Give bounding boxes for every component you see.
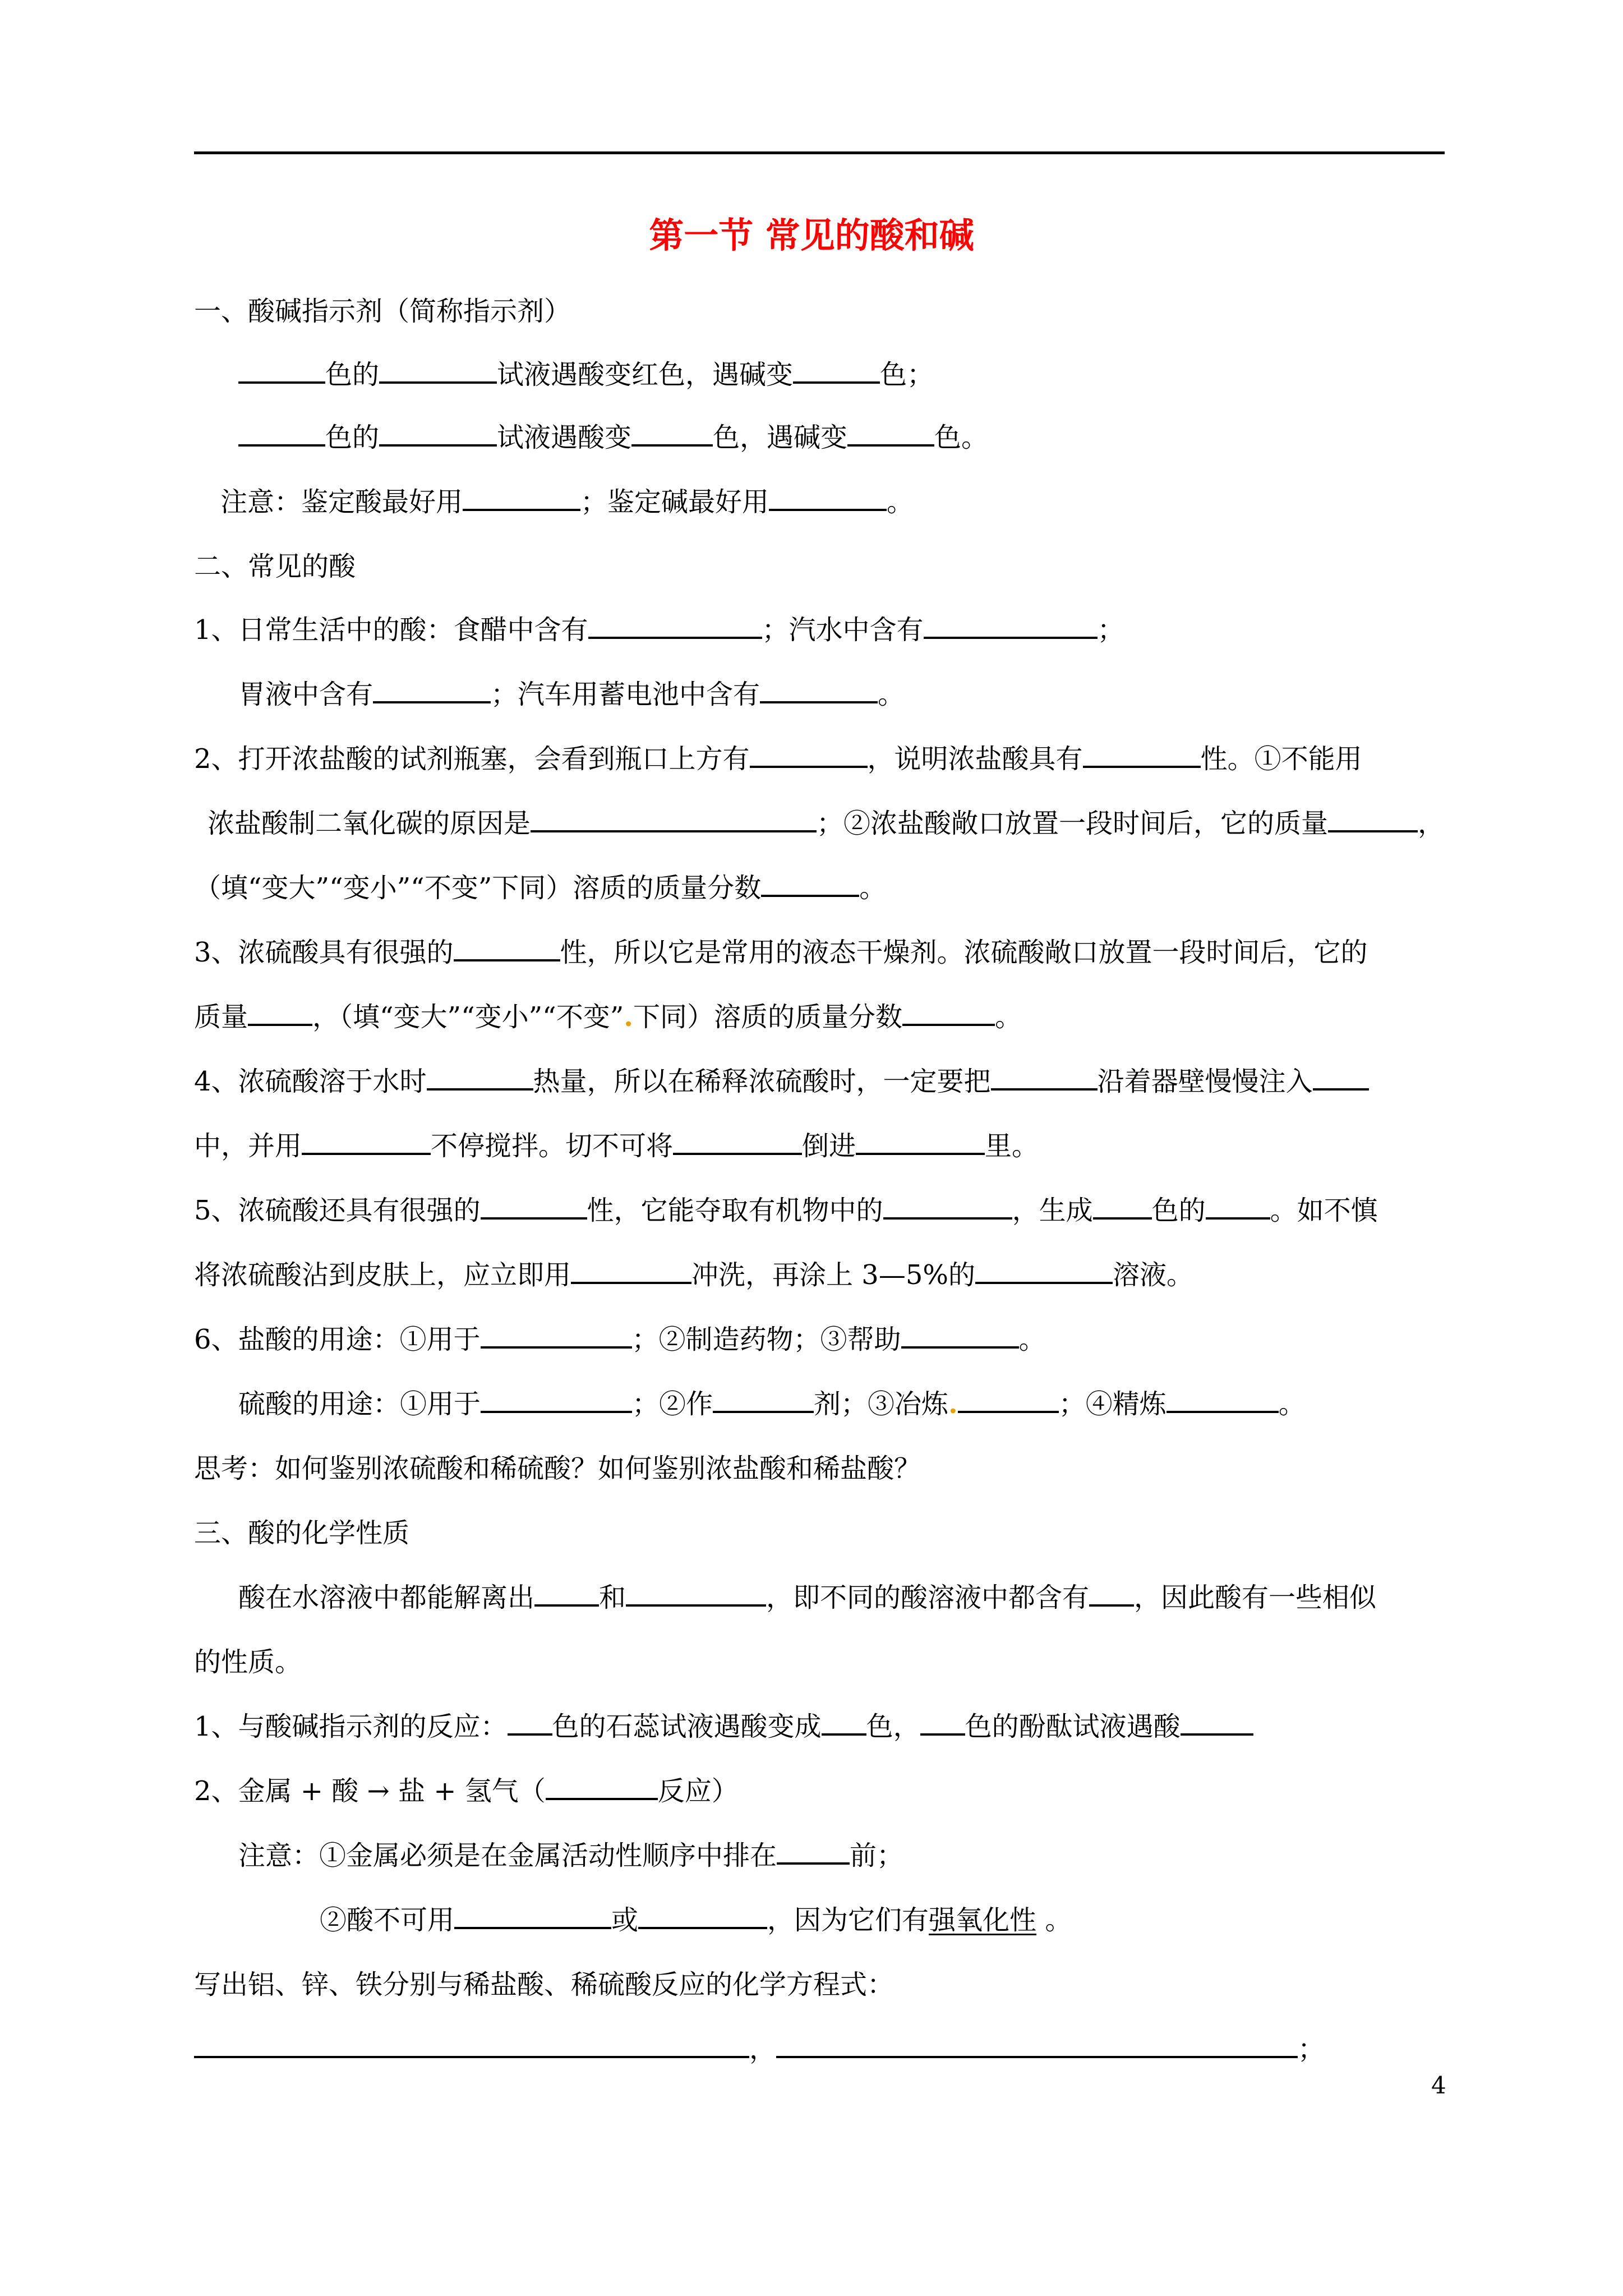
text: 酸在水溶液中都能解离出 bbox=[238, 1582, 535, 1613]
blank bbox=[975, 1257, 1113, 1284]
blank bbox=[1328, 806, 1418, 832]
item-3-line-1 bbox=[194, 933, 1368, 972]
text: 前； bbox=[850, 1840, 904, 1871]
text: ， bbox=[1418, 808, 1445, 839]
heading-common-acids bbox=[194, 547, 356, 586]
text: ，生成 bbox=[1012, 1195, 1093, 1226]
blank bbox=[481, 1193, 587, 1220]
blank bbox=[588, 612, 762, 639]
text: 性。①不能用 bbox=[1200, 743, 1362, 775]
text: 。 bbox=[995, 1001, 1022, 1033]
blank bbox=[761, 870, 859, 897]
text: 注意：①金属必须是在金属活动性顺序中排在 bbox=[238, 1840, 777, 1871]
blank bbox=[481, 1322, 632, 1349]
text: 色； bbox=[880, 359, 934, 390]
blank bbox=[991, 1064, 1098, 1091]
text: 1、日常生活中的酸：食醋中含有 bbox=[194, 614, 588, 646]
text: ，即不同的酸溶液中都含有 bbox=[766, 1582, 1090, 1613]
text: 性，它能夺取有机物中的 bbox=[587, 1195, 883, 1226]
text: 里。 bbox=[985, 1130, 1039, 1162]
blank bbox=[924, 612, 1098, 639]
indicator-note bbox=[220, 482, 914, 522]
text: 。如不慎 bbox=[1270, 1195, 1378, 1226]
text: ，因此酸有一些相似 bbox=[1134, 1582, 1377, 1613]
text: 一、酸碱指示剂（简称指示剂） bbox=[194, 296, 571, 327]
text: 。 bbox=[1036, 1904, 1072, 1936]
text: 2、金属 + 酸 → 盐 + 氢气（ bbox=[194, 1775, 546, 1807]
page-title: 第一节 常见的酸和碱 bbox=[649, 215, 974, 256]
blank bbox=[822, 1709, 866, 1736]
property-2-note-2 bbox=[320, 1901, 1072, 1940]
blank bbox=[847, 420, 934, 447]
item-3-line-2 bbox=[194, 997, 1022, 1037]
blank bbox=[750, 741, 868, 768]
item-5-line-2 bbox=[194, 1255, 1193, 1295]
blank bbox=[194, 2031, 749, 2058]
item-2-line-2 bbox=[208, 804, 1445, 843]
page-number: 4 bbox=[1431, 2072, 1446, 2099]
mark-dot: . bbox=[948, 1388, 958, 1420]
text: 。 bbox=[1018, 1324, 1046, 1355]
text: ；②浓盐酸敞口放置一段时间后，它的质量 bbox=[817, 808, 1329, 839]
item-2-line-1 bbox=[194, 739, 1362, 779]
properties-intro-line-1 bbox=[238, 1578, 1376, 1617]
text: 色的石蕊试液遇酸变成 bbox=[552, 1711, 822, 1742]
blank bbox=[248, 999, 312, 1026]
equations-prompt bbox=[194, 1965, 894, 2004]
blank bbox=[546, 1773, 658, 1800]
blank bbox=[463, 484, 580, 511]
blank bbox=[901, 1322, 1019, 1349]
blank bbox=[427, 1064, 533, 1091]
text: 。 bbox=[878, 679, 905, 710]
text: ； bbox=[1097, 614, 1124, 646]
text: 二、常见的酸 bbox=[194, 551, 356, 582]
blank bbox=[1083, 741, 1201, 768]
item-4-line-2 bbox=[194, 1126, 1039, 1166]
blank bbox=[379, 357, 497, 384]
text: 或 bbox=[611, 1904, 639, 1936]
indicator-line-2 bbox=[238, 418, 988, 457]
text: 胃液中含有 bbox=[238, 679, 374, 710]
blank bbox=[379, 420, 497, 447]
blank bbox=[856, 1128, 985, 1155]
text: ②酸不可用 bbox=[320, 1904, 455, 1936]
text: 。 bbox=[859, 872, 887, 904]
think-question bbox=[194, 1449, 921, 1488]
text: ；鉴定碱最好用 bbox=[580, 486, 769, 518]
text: ，说明浓盐酸具有 bbox=[867, 743, 1083, 775]
mark-dot: . bbox=[624, 1001, 633, 1033]
blank bbox=[776, 2031, 1298, 2058]
blank bbox=[902, 999, 995, 1026]
indicator-line-1 bbox=[238, 355, 934, 394]
property-1 bbox=[194, 1707, 1253, 1746]
text: ， bbox=[749, 2033, 777, 2065]
text: 和 bbox=[599, 1582, 626, 1613]
item-1-line-1 bbox=[194, 610, 1124, 650]
item-4-line-1 bbox=[194, 1062, 1369, 1101]
blank bbox=[1313, 1064, 1369, 1091]
text: 中，并用 bbox=[194, 1130, 302, 1162]
heading-acid-properties bbox=[194, 1513, 409, 1553]
text: 2、打开浓盐酸的试剂瓶塞，会看到瓶口上方有 bbox=[194, 743, 750, 775]
text: 试液遇酸变 bbox=[497, 422, 632, 453]
text: 色， bbox=[866, 1711, 920, 1742]
blank bbox=[920, 1709, 965, 1736]
text: ； bbox=[1298, 2033, 1325, 2065]
text: 色的 bbox=[325, 359, 380, 390]
blank bbox=[769, 484, 887, 511]
text: 试液遇酸变红色，遇碱变 bbox=[497, 359, 794, 390]
blank bbox=[1166, 1386, 1279, 1413]
blank bbox=[508, 1709, 552, 1736]
text: 冲洗，再涂上 3—5%的 bbox=[691, 1259, 975, 1291]
blank bbox=[373, 677, 491, 703]
blank bbox=[626, 1580, 766, 1607]
blank bbox=[302, 1128, 431, 1155]
text: 浓盐酸制二氧化碳的原因是 bbox=[208, 808, 531, 839]
header-rule bbox=[194, 151, 1445, 154]
text: 质量 bbox=[194, 1001, 248, 1033]
text: 的性质。 bbox=[194, 1646, 302, 1678]
text: 倒进 bbox=[802, 1130, 856, 1162]
text: 溶液。 bbox=[1112, 1259, 1193, 1291]
text: 三、酸的化学性质 bbox=[194, 1517, 410, 1549]
text: 剂；③冶炼 bbox=[814, 1388, 949, 1420]
blank bbox=[883, 1193, 1012, 1220]
text: 热量，所以在稀释浓硫酸时，一定要把 bbox=[533, 1066, 991, 1097]
text: 写出铝、锌、铁分别与稀盐酸、稀硫酸反应的化学方程式： bbox=[194, 1969, 895, 2000]
text: ，（填“变大”“变小”“不变” bbox=[312, 1001, 624, 1033]
text: 性，所以它是常用的液态干燥剂。浓硫酸敞口放置一段时间后，它的 bbox=[560, 937, 1368, 968]
text: ，因为它们有 bbox=[767, 1904, 929, 1936]
text: 反应） bbox=[657, 1775, 739, 1807]
text: 。 bbox=[1278, 1388, 1306, 1420]
text: 1、与酸碱指示剂的反应： bbox=[194, 1711, 508, 1742]
text: 注意：鉴定酸最好用 bbox=[220, 486, 463, 518]
item-2-line-3 bbox=[194, 868, 886, 908]
blank bbox=[454, 935, 560, 961]
property-2-note-1 bbox=[238, 1836, 903, 1875]
text: 色，遇碱变 bbox=[713, 422, 848, 453]
text: 3、浓硫酸具有很强的 bbox=[194, 937, 454, 968]
blank bbox=[631, 420, 713, 447]
item-6-line-1 bbox=[194, 1320, 1046, 1359]
text: ；②作 bbox=[632, 1388, 713, 1420]
text: 思考：如何鉴别浓硫酸和稀硫酸？如何鉴别浓盐酸和稀盐酸？ bbox=[194, 1453, 921, 1484]
blank bbox=[713, 1386, 814, 1413]
text: 不停搅拌。切不可将 bbox=[431, 1130, 674, 1162]
item-1-line-2 bbox=[238, 675, 905, 714]
text: 5、浓硫酸还具有很强的 bbox=[194, 1195, 481, 1226]
blank bbox=[534, 1580, 599, 1607]
text: 色的酚酞试液遇酸 bbox=[965, 1711, 1181, 1742]
blank bbox=[238, 357, 325, 384]
text: ；④精炼 bbox=[1058, 1388, 1166, 1420]
text: 硫酸的用途：①用于 bbox=[238, 1388, 481, 1420]
blank bbox=[454, 1902, 611, 1929]
blank bbox=[958, 1386, 1059, 1413]
text: （填“变大”“变小”“不变”下同）溶质的质量分数 bbox=[194, 872, 762, 904]
item-5-line-1 bbox=[194, 1191, 1378, 1230]
blank bbox=[1181, 1709, 1253, 1736]
property-2 bbox=[194, 1772, 739, 1811]
blank bbox=[673, 1128, 802, 1155]
heading-indicators bbox=[194, 292, 571, 331]
blank bbox=[1206, 1193, 1270, 1220]
text: 。 bbox=[887, 486, 914, 518]
text: 4、浓硫酸溶于水时 bbox=[194, 1066, 427, 1097]
equations-answer-line bbox=[194, 2030, 1325, 2069]
text: 色的 bbox=[325, 422, 380, 453]
text: 色的 bbox=[1151, 1195, 1206, 1226]
blank bbox=[531, 806, 817, 832]
blank bbox=[481, 1386, 632, 1413]
text: 沿着器壁慢慢注入 bbox=[1097, 1066, 1313, 1097]
properties-intro-line-2 bbox=[194, 1642, 302, 1682]
item-6-line-2 bbox=[238, 1384, 1306, 1424]
text: ；②制造药物；③帮助 bbox=[631, 1324, 901, 1355]
blank bbox=[1089, 1580, 1134, 1607]
text: ；汽水中含有 bbox=[762, 614, 924, 646]
text: ；汽车用蓄电池中含有 bbox=[491, 679, 760, 710]
blank bbox=[777, 1838, 850, 1865]
blank bbox=[1093, 1193, 1152, 1220]
blank bbox=[760, 677, 878, 703]
blank bbox=[571, 1257, 691, 1284]
blank bbox=[638, 1902, 767, 1929]
blank bbox=[238, 420, 325, 447]
text: 将浓硫酸沾到皮肤上，应立即用 bbox=[194, 1259, 571, 1291]
text: 下同）溶质的质量分数 bbox=[633, 1001, 902, 1033]
blank bbox=[793, 357, 880, 384]
underlined-term: 强氧化性 bbox=[929, 1904, 1037, 1936]
text: 6、盐酸的用途：①用于 bbox=[194, 1324, 481, 1355]
text: 色。 bbox=[934, 422, 989, 453]
